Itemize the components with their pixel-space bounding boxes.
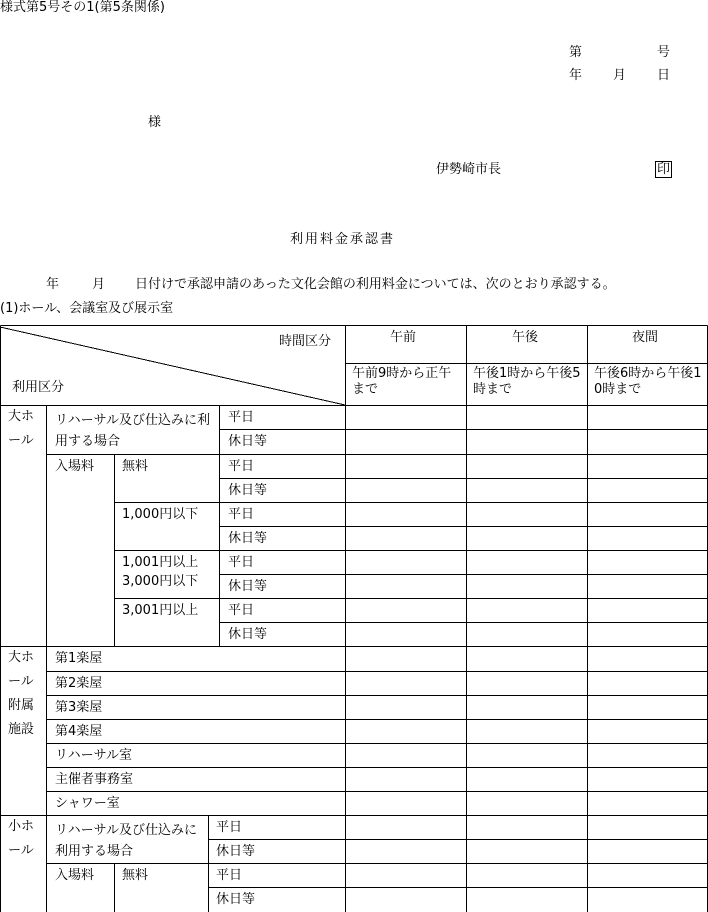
large-hall-tier3-weekday: 平日 <box>228 603 255 618</box>
period-afternoon-name: 午後 <box>512 330 539 345</box>
period-morning-name: 午前 <box>390 330 417 345</box>
annex-label: 大ホール附属施設 <box>8 650 35 737</box>
seal-mark: 印 <box>657 162 671 177</box>
body-text: 日付けで承認申請のあった文化会館の利用料金については、次のとおり承認する。 <box>135 277 616 292</box>
large-hall-tier2-weekday: 平日 <box>228 555 255 570</box>
annex-room: 第3楽屋 <box>55 700 103 715</box>
small-hall-rehearsal-weekday: 平日 <box>216 820 243 835</box>
form-number: 様式第5号その1(第5条関係) <box>0 0 165 15</box>
annex-room: リハーサル室 <box>55 748 132 763</box>
date-year: 年 <box>569 68 583 83</box>
annex-room: 第4楽屋 <box>55 724 103 739</box>
period-night-name: 夜間 <box>632 330 659 345</box>
small-hall-label: 小ホール <box>8 819 35 858</box>
large-hall-tier2-holiday: 休日等 <box>228 579 268 594</box>
small-hall-free-weekday: 平日 <box>216 868 243 883</box>
annex-room: シャワー室 <box>55 796 120 811</box>
section-heading: (1)ホール、会議室及び展示室 <box>0 301 174 316</box>
document-title: 利用料金承認書 <box>290 232 396 247</box>
annex-room: 第2楽屋 <box>55 676 103 691</box>
annex-room: 主催者事務室 <box>55 772 134 787</box>
large-hall-free: 無料 <box>122 459 149 474</box>
large-hall-tier3-holiday: 休日等 <box>228 627 268 642</box>
annex-room: 第1楽屋 <box>55 651 103 666</box>
issuer-name: 伊勢崎市長 <box>436 162 502 177</box>
large-hall-tier1-holiday: 休日等 <box>228 531 268 546</box>
large-hall-tier2-a: 1,001円以上 <box>122 555 199 570</box>
body-month: 月 <box>92 277 106 292</box>
large-hall-tier1: 1,000円以下 <box>122 507 199 522</box>
large-hall-tier3: 3,001円以上 <box>122 603 199 618</box>
small-hall-free-holiday: 休日等 <box>216 892 256 907</box>
body-year: 年 <box>46 277 60 292</box>
small-hall-rehearsal-holiday: 休日等 <box>216 844 256 859</box>
header-time-division: 時間区分 <box>279 334 332 349</box>
header-use-division: 利用区分 <box>12 380 65 395</box>
small-hall-rehearsal: リハーサル及び仕込みに利用する場合 <box>55 823 197 859</box>
period-night-desc: 午後6時から午後10時まで <box>594 366 702 397</box>
date-day: 日 <box>657 68 671 83</box>
period-afternoon-desc: 午後1時から午後5時まで <box>473 366 581 397</box>
period-morning-desc: 午前9時から正午まで <box>352 366 452 397</box>
large-hall-admission: 入場料 <box>55 459 95 474</box>
date-month: 月 <box>613 68 627 83</box>
large-hall-rehearsal-holiday: 休日等 <box>228 434 268 449</box>
small-hall-admission: 入場料 <box>55 868 95 883</box>
large-hall-tier2-b: 3,000円以下 <box>122 574 199 589</box>
small-hall-free: 無料 <box>122 868 149 883</box>
large-hall-label: 大ホール <box>8 409 35 448</box>
large-hall-rehearsal-weekday: 平日 <box>228 410 255 425</box>
large-hall-free-weekday: 平日 <box>228 459 255 474</box>
addressee-suffix: 様 <box>148 115 162 130</box>
number-label-pre: 第 <box>569 45 583 60</box>
large-hall-rehearsal: リハーサル及び仕込みに利用する場合 <box>55 413 210 449</box>
number-label-post: 号 <box>657 45 671 60</box>
large-hall-tier1-weekday: 平日 <box>228 507 255 522</box>
large-hall-free-holiday: 休日等 <box>228 483 268 498</box>
